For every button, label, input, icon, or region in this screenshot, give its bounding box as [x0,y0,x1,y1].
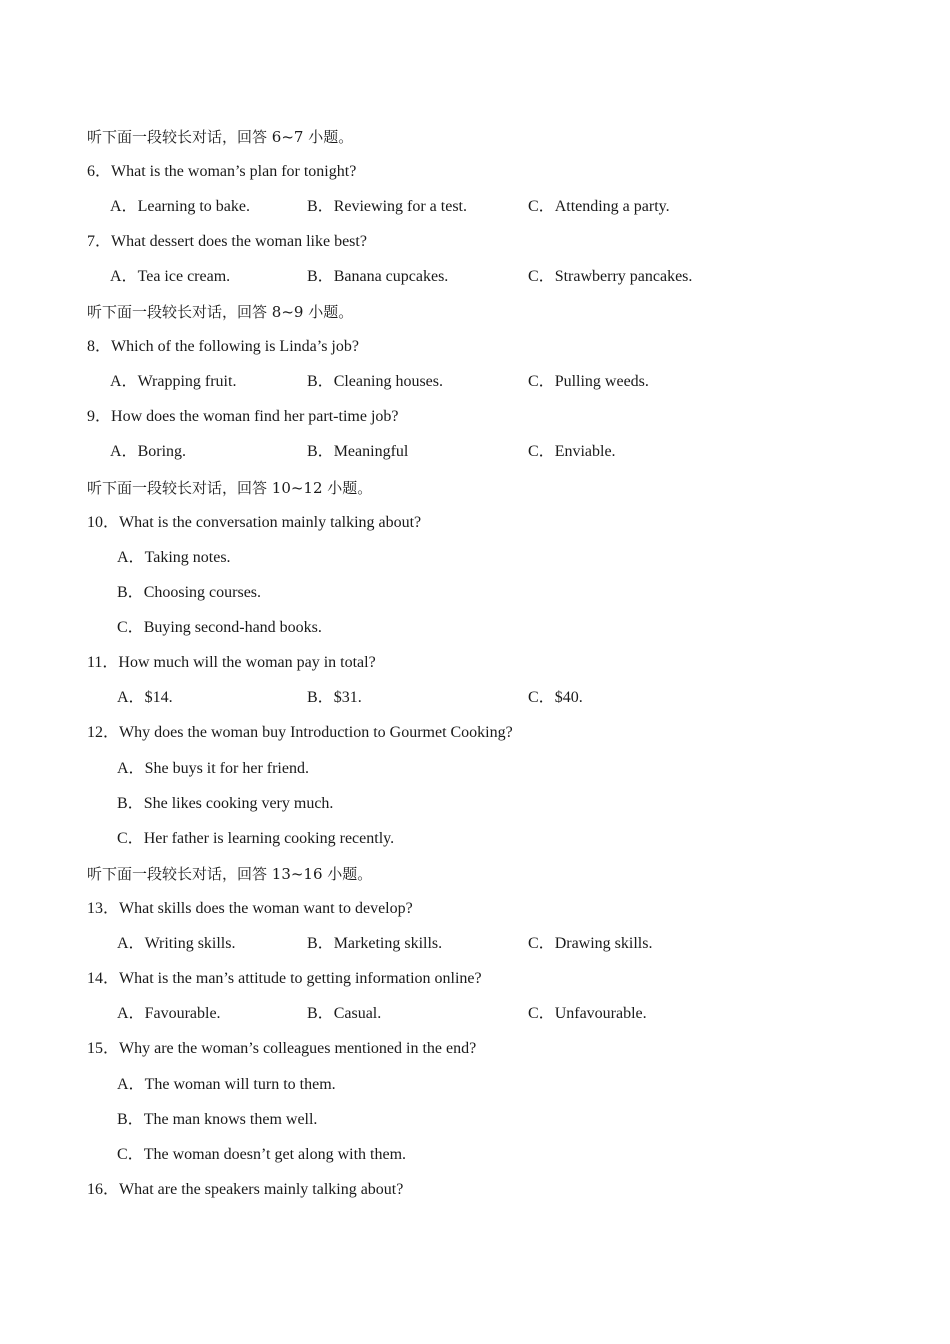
option-a: A．Tea ice cream. [110,268,231,285]
question-number: 13． [87,900,120,917]
question-number: 14． [87,970,120,987]
question-text: What is the man’s attitude to getting information online? [119,970,482,987]
question-text: What dessert does the woman like best? [111,233,367,250]
option-a: A．Learning to bake. [110,198,250,215]
option-b: B．Casual. [307,1005,382,1022]
option-a: A．She buys it for her friend. [117,760,309,777]
option-b: B．Marketing skills. [307,935,443,952]
option-a: A．Favourable. [117,1005,221,1022]
question-number: 9． [87,408,112,425]
section-intro: 听下面一段较长对话，回答 6~7 小题。 [87,128,354,146]
option-b: B．Meaningful [307,443,409,460]
option-a: A．Boring. [110,443,187,460]
option-c: C．Buying second-hand books. [117,619,322,636]
question-13 [87,897,413,921]
option-a: A．Wrapping fruit. [110,373,237,390]
question-number: 8． [87,338,112,355]
question-number: 15． [87,1040,120,1057]
option-c: C．Drawing skills. [528,935,653,952]
question-14 [87,967,482,991]
question-9 [87,405,399,429]
option-a: A．The woman will turn to them. [117,1076,336,1093]
option-c: C．Pulling weeds. [528,373,649,390]
option-c: C．Strawberry pancakes. [528,268,693,285]
option-b: B．Cleaning houses. [307,373,444,390]
question-11 [87,651,376,675]
question-7 [87,230,367,254]
question-number: 12． [87,724,120,741]
option-b: B．Reviewing for a test. [307,198,467,215]
question-15 [87,1037,476,1061]
question-text: Why does the woman buy Introduction to Gourmet Cooking? [119,724,513,741]
option-c: C．Unfavourable. [528,1005,647,1022]
section-intro: 听下面一段较长对话，回答 8~9 小题。 [87,303,354,321]
question-text: Why are the woman’s colleagues mentioned in the end? [119,1040,477,1057]
question-text: What are the speakers mainly talking about? [119,1181,404,1198]
option-a: A．$14. [117,689,173,706]
question-6 [87,160,356,184]
option-c: C．Enviable. [528,443,616,460]
option-a: A．Writing skills. [117,935,236,952]
option-b: B．She likes cooking very much. [117,795,334,812]
question-text: What skills does the woman want to develop? [119,900,413,917]
option-b: B．$31. [307,689,362,706]
question-12 [87,721,513,745]
section-intro: 听下面一段较长对话，回答 10~12 小题。 [87,479,373,497]
question-number: 11． [87,654,119,671]
question-text: How much will the woman pay in total? [118,654,376,671]
question-8 [87,335,359,359]
option-c: C．$40. [528,689,583,706]
option-c: C．The woman doesn’t get along with them. [117,1146,407,1163]
question-number: 10． [87,514,120,531]
question-text: What is the woman’s plan for tonight? [111,163,357,180]
question-number: 6． [87,163,112,180]
question-text: Which of the following is Linda’s job? [111,338,359,355]
question-number: 7． [87,233,112,250]
question-text: What is the conversation mainly talking about? [119,514,422,531]
option-c: C．Attending a party. [528,198,670,215]
option-b: B．The man knows them well. [117,1111,318,1128]
question-10 [87,511,421,535]
question-number: 16． [87,1181,120,1198]
question-16 [87,1178,403,1202]
section-intro: 听下面一段较长对话，回答 13~16 小题。 [87,865,373,883]
question-text: How does the woman find her part-time job? [111,408,399,425]
option-b: B．Choosing courses. [117,584,262,601]
option-b: B．Banana cupcakes. [307,268,449,285]
option-a: A．Taking notes. [117,549,231,566]
option-c: C．Her father is learning cooking recently. [117,830,395,847]
